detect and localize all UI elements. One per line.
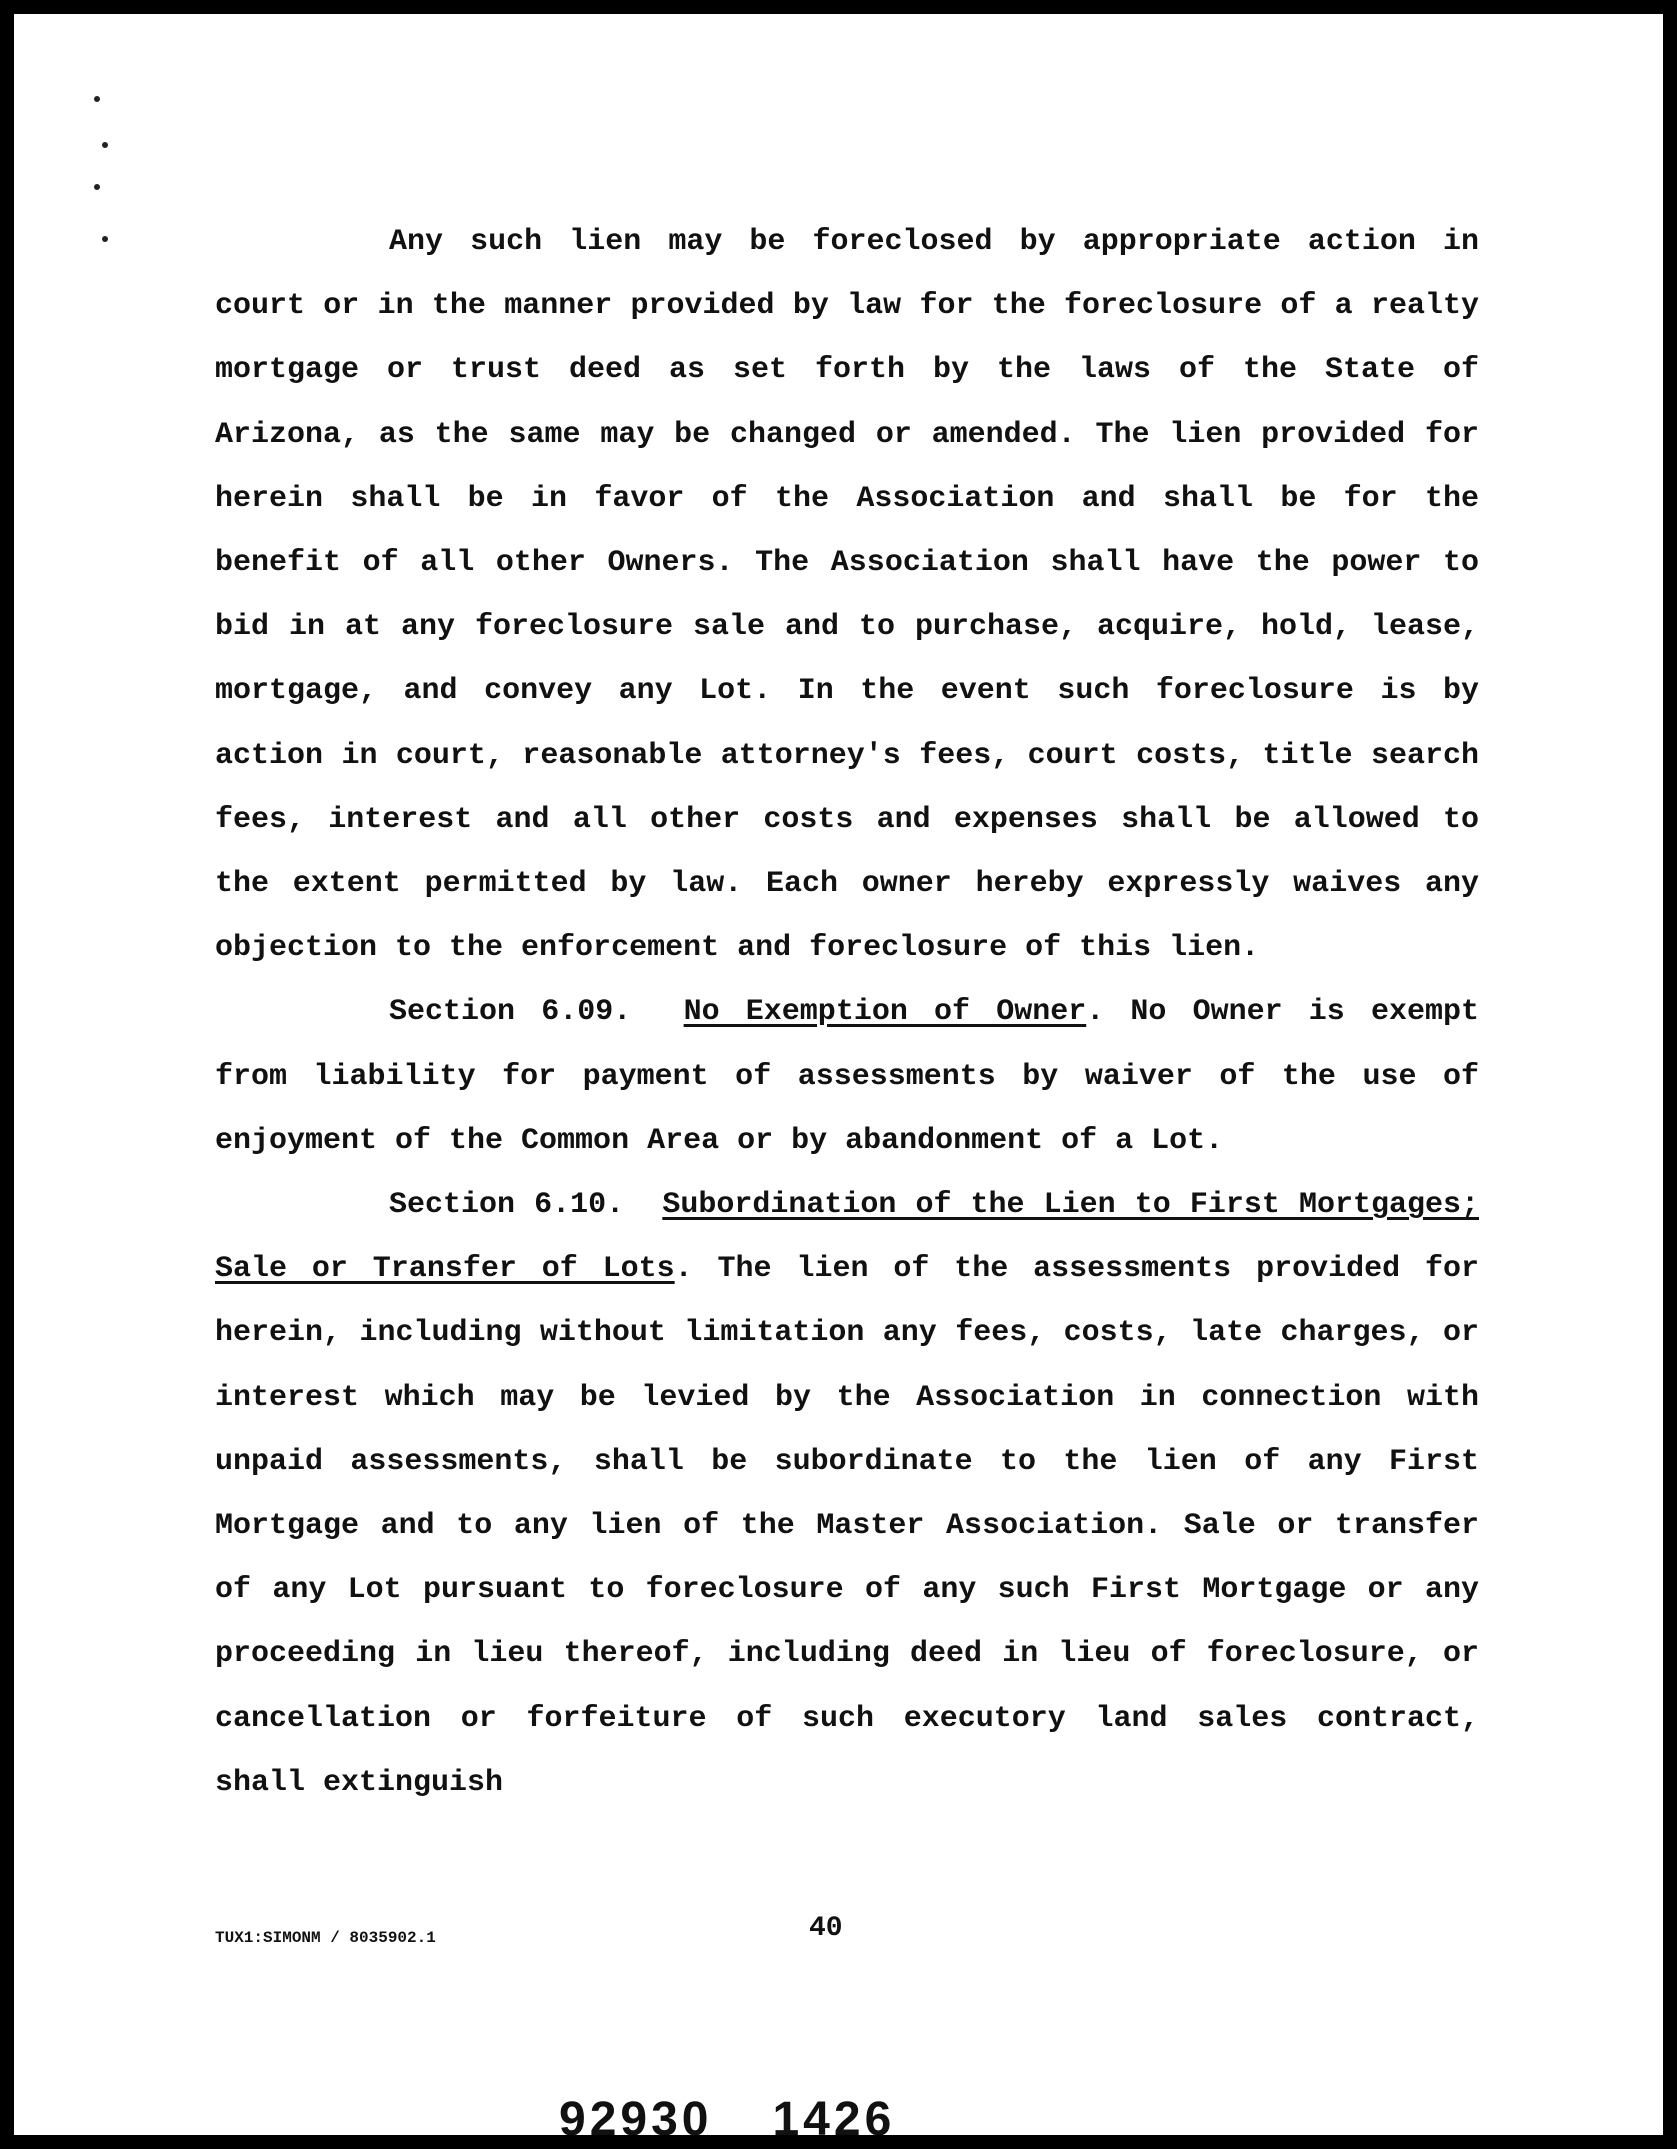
section-text: . The lien of the assessments provided for herein, including without limitation any fees, costs, late charges, or interest which may be levied by the Association in connection with unpaid assessments, shall be subordinate to the lien of any First Mortgage and to any lien of the Master Association. Sale or transfer of any Lot pursuant to foreclosure of any such First Mortgage or any proceeding in lieu thereof, including deed in lieu of foreclosure, or cancellation or forfeiture of such executory land sales contract, shall extinguish bbox=[215, 1252, 1479, 1800]
stamp-book-number: 92930 bbox=[559, 2093, 713, 2135]
page-number: 40 bbox=[809, 1913, 843, 1944]
scan-speck bbox=[94, 96, 100, 102]
scan-speck bbox=[94, 184, 100, 190]
stamp-page-number: 1426 bbox=[772, 2093, 896, 2135]
scan-speck bbox=[102, 142, 108, 148]
section-6-09 bbox=[215, 980, 1479, 1173]
document-page bbox=[14, 14, 1663, 2135]
section-title: Subordination of the Lien to First Mortgages; Sale or Transfer of Lots bbox=[215, 1188, 1479, 1287]
section-number: Section 6.10. bbox=[389, 1188, 625, 1223]
document-reference: TUX1:SIMONM / 8035902.1 bbox=[215, 1929, 436, 1947]
paragraph-lien-foreclosure bbox=[215, 210, 1479, 980]
paragraph-text: Any such lien may be foreclosed by appropriate action in court or in the manner provided by law for the foreclosure of a realty mortgage or trust deed as set forth by the laws of the State of Arizona, as the same may be changed or amended. The lien provided for herein shall be in favor of the Association and shall be for the benefit of all other Owners. The Association shall have the power to bid in at any foreclosure sale and to purchase, acquire, hold, lease, mortgage, and convey any Lot. In the event such foreclosure is by action in court, reasonable attorney's fees, court costs, title search fees, interest and all other costs and expenses shall be allowed to the extent permitted by law. Each owner hereby expressly waives any objection to the enforcement and foreclosure of this lien. bbox=[215, 225, 1479, 966]
section-6-10 bbox=[215, 1173, 1479, 1815]
scan-speck bbox=[102, 236, 108, 242]
section-number: Section 6.09. bbox=[389, 995, 632, 1030]
section-text: . No Owner is exempt from liability for payment of assessments by waiver of the use of enjoyment of the Common Area or by abandonment of a Lot. bbox=[215, 995, 1480, 1158]
recording-stamp bbox=[559, 2092, 895, 2135]
section-title: No Exemption of Owner bbox=[683, 995, 1087, 1030]
document-body bbox=[215, 210, 1479, 1815]
